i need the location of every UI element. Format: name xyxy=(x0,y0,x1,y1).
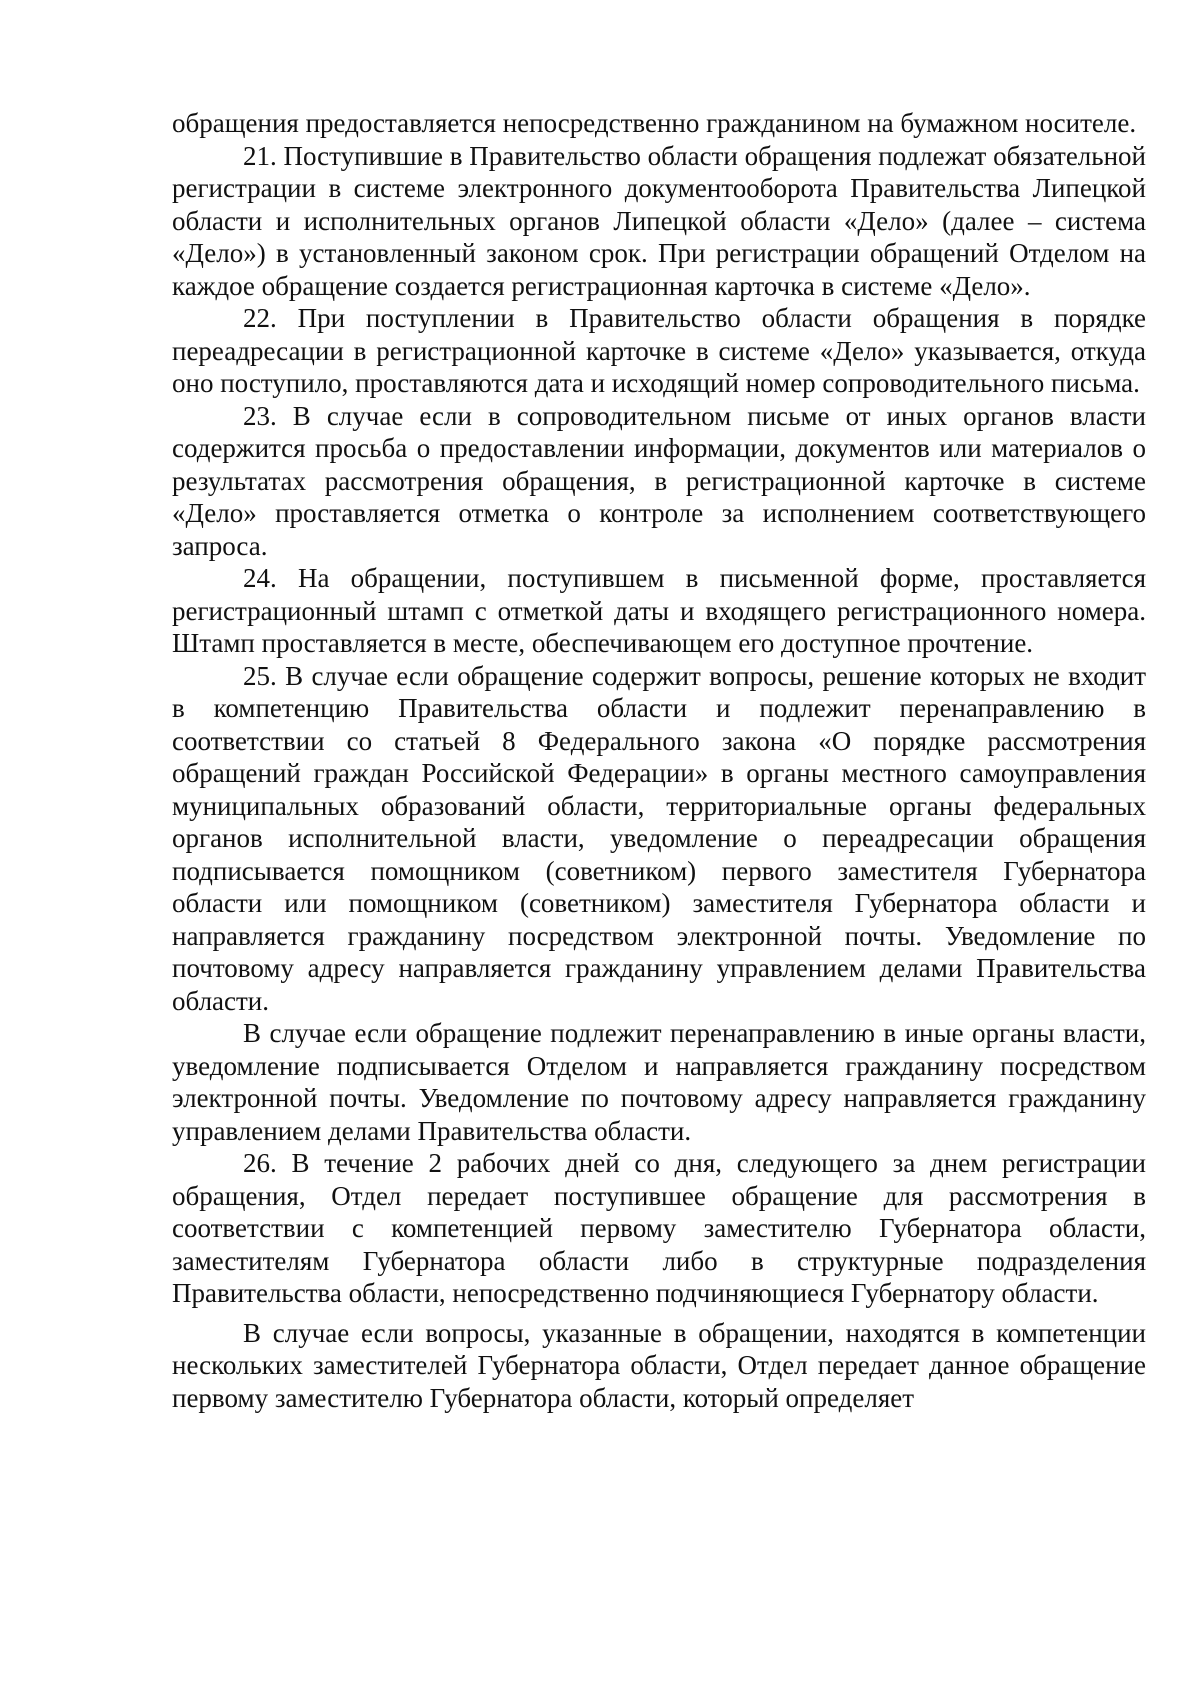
paragraph-item-24: 24. На обращении, поступившем в письменной форме, проставляется регистрационный штамп с отметкой даты и входящего регистрационного номера. Штамп проставляется в месте, обеспечивающем его доступное прочтение. xyxy=(172,563,1146,658)
paragraph-item-26: 26. В течение 2 рабочих дней со дня, следующего за днем регистрации обращения, Отдел передает поступившее обращение для рассмотрения в соответствии с компетенцией первому заместителю Губернатора области, заместителям Губернатора области либо в структурные подразделения Правительства области, непосредственно подчиняющиеся Губернатору области. xyxy=(172,1148,1146,1308)
paragraph-item-23: 23. В случае если в сопроводительном письме от иных органов власти содержится просьба о предоставлении информации, документов или материалов о результатах рассмотрения обращения, в регистрационной карточке в системе «Дело» проставляется отметка о контроле за исполнением соответствующего запроса. xyxy=(172,400,1146,561)
paragraph-item-25: 25. В случае если обращение содержит вопросы, решение которых не входит в компетенцию Правительства области и подлежит перенаправлению в соответствии со статьей 8 Федерального закона «О порядке рассмотрения обращений граждан Российской Федерации» в органы местного самоуправления муниципальных образований области, территориальные органы федеральных органов исполнительной власти, уведомление о переадресации обращения подписывается помощником (советником) первого заместителя Губернатора области или помощником (советником) заместителя Губернатора области и направляется гражданину посредством электронной почты. Уведомление по почтовому адресу направляется гражданину управлением делами Правительства области. xyxy=(172,660,1146,1016)
paragraph-item-25-continued: В случае если обращение подлежит перенаправлению в иные органы власти, уведомление подписывается Отделом и направляется гражданину посредством электронной почты. Уведомление по почтовому адресу направляется гражданину управлением делами Правительства области. xyxy=(172,1018,1146,1146)
document-page xyxy=(172,107,1146,1414)
paragraph-item-21: 21. Поступившие в Правительство области обращения подлежат обязательной регистрации в системе электронного документооборота Правительства Липецкой области и исполнительных органов Липецкой области «Дело» (далее – система «Дело») в установленный законом срок. При регистрации обращений Отделом на каждое обращение создается регистрационная карточка в системе «Дело». xyxy=(172,140,1146,301)
paragraph-item-22: 22. При поступлении в Правительство области обращения в порядке переадресации в регистрационной карточке в системе «Дело» указывается, откуда оно поступило, проставляются дата и исходящий номер сопроводительного письма. xyxy=(172,303,1146,398)
paragraph-continuation: обращения предоставляется непосредственно гражданином на бумажном носителе. xyxy=(172,108,1137,138)
paragraph-item-26-continued: В случае если вопросы, указанные в обращении, находятся в компетенции нескольких заместителей Губернатора области, Отдел передает данное обращение первому заместителю Губернатора области, который определяет xyxy=(172,1317,1146,1413)
